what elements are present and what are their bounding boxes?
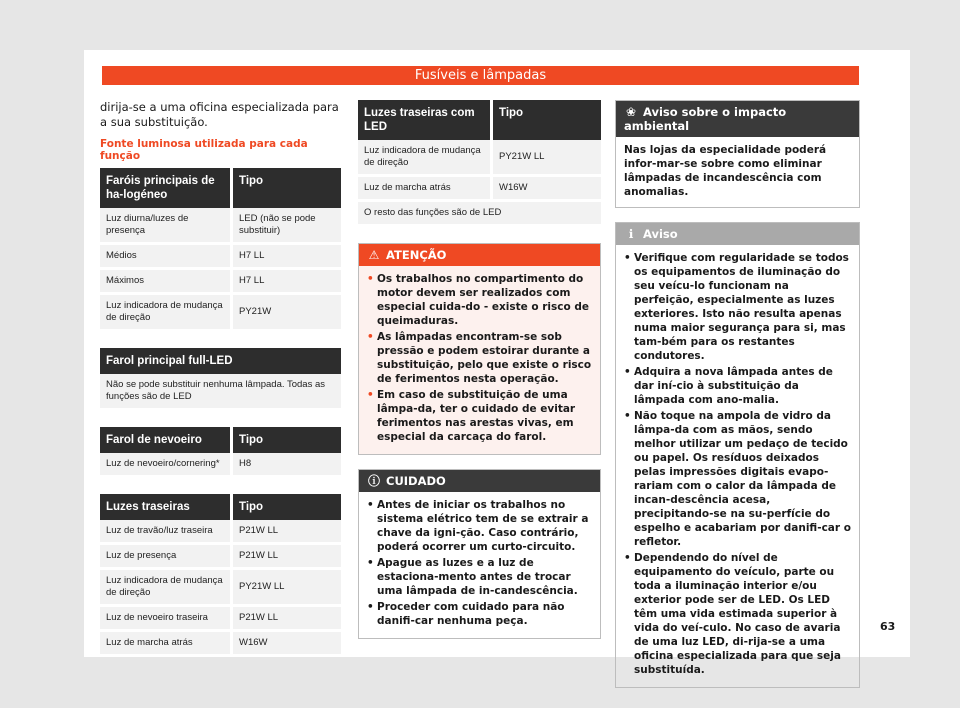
table-header: Tipo [232, 427, 342, 453]
table-cell: Médios [100, 244, 232, 269]
table-row [100, 631, 341, 656]
list-item: • Em caso de substituição de uma lâmpa-da, ter o cuidado de evitar ferimentos nas arestas vivas, em especial da carcaça do farol. [367, 389, 576, 443]
table-halogen-headlights [100, 168, 341, 332]
table-cell: LED (não se pode substituir) [232, 208, 342, 244]
column-left [100, 100, 341, 673]
list-item: • Adquira a nova lâmpada antes de dar iní-cio à substituição da lâmpada com ano-malia. [624, 366, 833, 406]
environment-title: Aviso sobre o impacto ambiental [624, 105, 787, 133]
column-middle [358, 100, 601, 653]
table-cell: Máximos [100, 269, 232, 294]
table-cell: Luz de marcha atrás [358, 176, 492, 201]
table-row [100, 244, 341, 269]
table-header: Faróis principais de ha-logéneo [100, 168, 232, 208]
section-heading: Fonte luminosa utilizada para cada função [100, 138, 308, 162]
table-cell: Luz de nevoeiro traseira [100, 606, 232, 631]
table-cell: P21W LL [232, 520, 342, 544]
page-header: Fusíveis e lâmpadas [102, 66, 859, 85]
table-rear-lights [100, 494, 341, 657]
table-row [100, 294, 341, 331]
table-row [100, 544, 341, 569]
table-row [100, 520, 341, 544]
table-cell: Luz indicadora de mudança de direção [100, 294, 232, 331]
table-cell: O resto das funções são de LED [358, 201, 601, 226]
warning-header [359, 244, 600, 266]
note-title: Aviso [643, 227, 678, 241]
caution-body [359, 492, 600, 638]
list-item: • Dependendo do nível de equipamento do veículo, parte ou toda a iluminação interior e/ou exterior pode ser de LED. Os LED têm uma vida estimada superior à vida do veí-culo. No caso de avaria de uma luz LED, di-rija-se a uma oficina especializada para que seja substituída. [624, 552, 841, 676]
note-box [615, 222, 860, 688]
environment-header [616, 101, 859, 137]
table-cell: Luz de nevoeiro/cornering* [100, 453, 232, 477]
table-header: Luzes traseiras [100, 494, 232, 520]
table-cell: Luz indicadora de mudança de direção [100, 569, 232, 606]
table-row [100, 569, 341, 606]
list-item: • Proceder com cuidado para não danifi-car nenhuma peça. [367, 601, 565, 627]
caution-title: CUIDADO [386, 474, 446, 488]
note-body [616, 245, 859, 687]
table-cell: W16W [492, 176, 602, 201]
table-header: Luzes traseiras com LED [358, 100, 492, 140]
table-row [100, 453, 341, 477]
table-cell: W16W [232, 631, 342, 656]
table-header: Farol principal full-LED [100, 348, 341, 374]
table-cell: Luz diurna/luzes de presença [100, 208, 232, 244]
environment-body: Nas lojas da especialidade poderá infor-mar-se sobre como eliminar lâmpadas de incandescência com anomalias. [624, 144, 827, 198]
intro-text: dirija-se a uma oficina especializada para a sua substituição. [100, 100, 339, 129]
table-cell: P21W LL [232, 606, 342, 631]
table-row [100, 269, 341, 294]
page-number: 63 [880, 620, 896, 633]
table-row [100, 208, 341, 244]
table-row [358, 140, 601, 176]
table-cell: Luz de presença [100, 544, 232, 569]
table-header: Tipo [232, 168, 342, 208]
table-cell: H8 [232, 453, 342, 477]
note-header [616, 223, 859, 245]
caution-header [359, 470, 600, 492]
table-cell: Luz indicadora de mudança de direção [358, 140, 492, 176]
table-cell: PY21W LL [492, 140, 602, 176]
table-header: Tipo [492, 100, 602, 140]
warning-body [359, 266, 600, 454]
list-item: • Apague as luzes e a luz de estaciona-mento antes de trocar uma lâmpada de in-candescência. [367, 557, 578, 597]
table-cell: PY21W [232, 294, 342, 331]
list-item: • Os trabalhos no compartimento do motor devem ser realizados com especial cuida-do - existe o risco de queimaduras. [367, 273, 589, 327]
table-cell: P21W LL [232, 544, 342, 569]
info-icon: ℹ [628, 227, 634, 241]
table-row [100, 374, 341, 410]
table-header: Tipo [232, 494, 342, 520]
table-cell: Não se pode substituir nenhuma lâmpada. Todas as funções são de LED [100, 374, 341, 410]
table-cell: H7 LL [232, 244, 342, 269]
list-item: • Antes de iniciar os trabalhos no sistema elétrico tem de se extrair a chave da igni-ção. Caso contrário, poderá ocorrer um curto-circuito. [367, 499, 589, 553]
table-cell: Luz de marcha atrás [100, 631, 232, 656]
list-item: • Verifique com regularidade se todos os equipamentos de iluminação do seu veícu-lo funcionam na perfeição, especialmente as luzes exteriores. Isto não resulta apenas numa maior segurança para si, mas tam-bém para os restantes condutores. [624, 252, 849, 362]
table-full-led [100, 348, 341, 411]
environment-icon: ❀ [625, 105, 637, 119]
list-item: • Não toque na ampola de vidro da lâmpa-da com as mãos, sendo melhor utilizar um pedaço de tecido ou papel. Os resíduos deixados pelas impressões digitais evapo-rariam com o calor da lâmpada de incan-descência acesa, precipitando-se na su-perfície do espelho e acabariam por danifi-car o refletor. [624, 410, 851, 548]
table-cell: PY21W LL [232, 569, 342, 606]
table-row [358, 201, 601, 226]
table-fog-light [100, 427, 341, 478]
table-row [100, 606, 341, 631]
exclamation-circle-icon: ⓘ [367, 474, 380, 488]
column-right [615, 100, 860, 702]
table-rear-led [358, 100, 601, 227]
table-header: Farol de nevoeiro [100, 427, 232, 453]
environment-box [615, 100, 860, 208]
table-cell: Luz de travão/luz traseira [100, 520, 232, 544]
table-row [358, 176, 601, 201]
warning-box [358, 243, 601, 455]
warning-title: ATENÇÃO [386, 248, 447, 262]
caution-box [358, 469, 601, 639]
list-item: • As lâmpadas encontram-se sob pressão e podem estoirar durante a substituição, pelo que existe o risco de ferimentos nesta operação. [367, 331, 592, 385]
table-cell: H7 LL [232, 269, 342, 294]
warning-triangle-icon: ⚠ [368, 248, 380, 262]
